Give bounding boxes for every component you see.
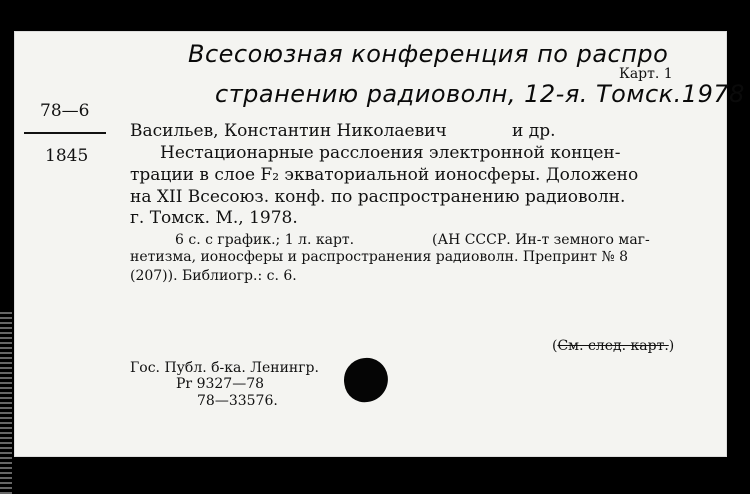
library-line-3: 78—33576. [197,393,278,409]
title-line-2: трации в слое F₂ экваториальной ионосферы. Доложено [130,165,639,185]
series-note-3: (207)). Библиогр.: с. 6. [130,268,297,284]
title-line-1: Нестационарные расслоения электронной концен- [160,143,621,163]
shelf-mark-bottom: 1845 [45,146,89,166]
title-line-3: на XII Всесоюз. конф. по распространению радиоволн. [130,187,626,207]
series-note-2: нетизма, ионосферы и распространения радиоволн. Препринт № 8 [130,249,629,265]
next-card-open: ( [552,338,558,354]
et-al: и др. [512,121,556,141]
handwritten-heading-line-1: Всесоюзная конференция по распро [188,40,669,68]
next-card-struck-text: См. след. карт. [557,338,669,354]
library-line-2: Pr 9327—78 [176,376,265,392]
shelf-mark-top: 78—6 [40,101,90,121]
handwritten-heading-line-2: странению радиоволн, 12-я. Томск.1978 [215,80,745,108]
title-line-4: г. Томск. М., 1978. [130,208,298,228]
shelf-mark-divider [24,132,106,134]
next-card-close: ) [668,338,675,354]
author-name: Васильев, Константин Николаевич [130,121,447,141]
library-line-1: Гос. Публ. б-ка. Ленингр. [130,360,319,376]
card-number: Карт. 1 [619,66,673,82]
next-card-note [552,338,674,354]
series-note-1: (АН СССР. Ин-т земного маг- [432,232,650,248]
pages-note: 6 с. с график.; 1 л. карт. [175,232,355,248]
scanner-edge-strip [0,310,12,494]
